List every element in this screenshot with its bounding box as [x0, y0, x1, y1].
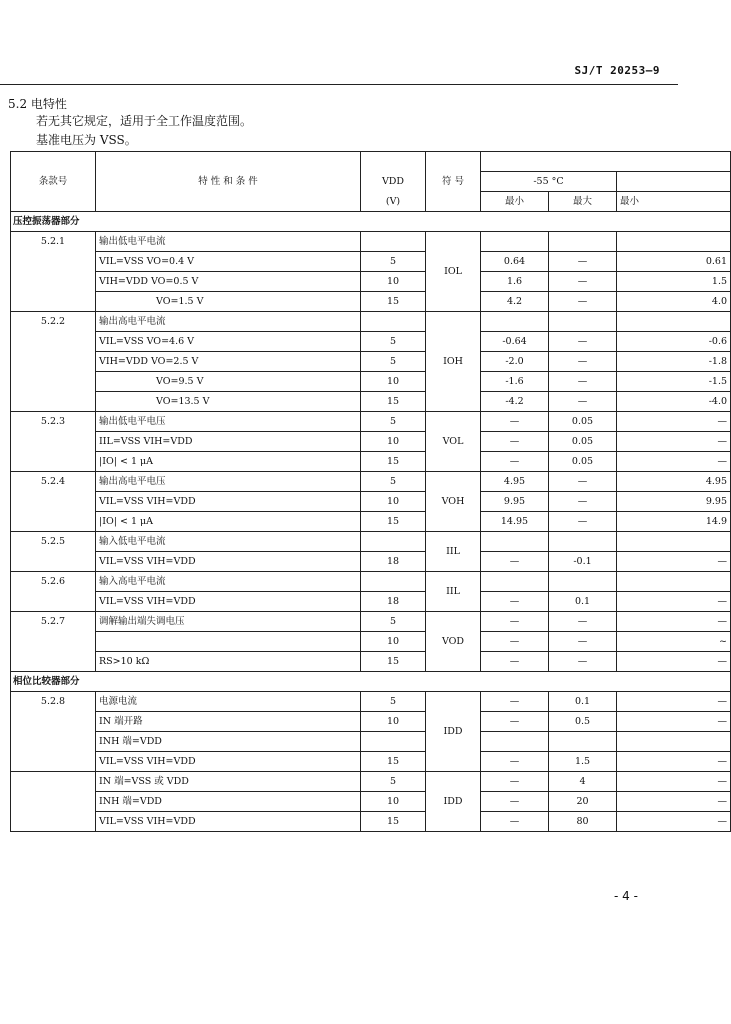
- col-header-blank: [481, 152, 731, 172]
- min-next-cell: 9.95: [617, 492, 731, 512]
- max-cell: [549, 532, 617, 552]
- col-header-vdd-top: [361, 152, 426, 172]
- min-next-cell: —: [617, 692, 731, 712]
- clause-cell: 5.2.1: [11, 232, 96, 312]
- max-cell: 4: [549, 772, 617, 792]
- min-next-cell: 1.5: [617, 272, 731, 292]
- min-cell: 0.64: [481, 252, 549, 272]
- vdd-cell: [361, 232, 426, 252]
- max-cell: 80: [549, 812, 617, 832]
- section-heading: 压控振荡器部分: [11, 212, 731, 232]
- condition-cell: VIL=VSS VIH=VDD: [96, 752, 361, 772]
- table-row: [11, 652, 731, 672]
- min-next-cell: —: [617, 712, 731, 732]
- vdd-cell: 5: [361, 332, 426, 352]
- condition-cell: 输入低电平电流: [96, 532, 361, 552]
- condition-cell: 输出高电平电流: [96, 312, 361, 332]
- min-cell: —: [481, 452, 549, 472]
- min-cell: —: [481, 652, 549, 672]
- condition-cell: |IO| < 1 μA: [96, 452, 361, 472]
- vdd-cell: 5: [361, 612, 426, 632]
- condition-cell: VO=13.5 V: [96, 392, 361, 412]
- clause-cell: 5.2.2: [11, 312, 96, 412]
- min-next-cell: —: [617, 592, 731, 612]
- table-row: [11, 472, 731, 492]
- table-row: [11, 732, 731, 752]
- min-cell: 1.6: [481, 272, 549, 292]
- min-cell: —: [481, 752, 549, 772]
- clause-cell: 5.2.6: [11, 572, 96, 612]
- max-cell: —: [549, 632, 617, 652]
- max-cell: —: [549, 612, 617, 632]
- min-next-cell: [617, 312, 731, 332]
- max-cell: —: [549, 292, 617, 312]
- vdd-cell: 15: [361, 292, 426, 312]
- symbol-cell: IIL: [426, 572, 481, 612]
- document-code: SJ/T 20253—9: [574, 64, 660, 77]
- max-cell: —: [549, 272, 617, 292]
- table-row: [11, 272, 731, 292]
- condition-cell: INH 端=VDD: [96, 732, 361, 752]
- min-cell: —: [481, 792, 549, 812]
- vdd-cell: [361, 532, 426, 552]
- electrical-characteristics-table: [10, 151, 731, 832]
- max-cell: —: [549, 512, 617, 532]
- page-number: - 4 -: [614, 889, 638, 903]
- characteristics-table-wrapper: [10, 151, 728, 851]
- min-cell: —: [481, 812, 549, 832]
- max-cell: —: [549, 332, 617, 352]
- table-row: [11, 412, 731, 432]
- min-next-cell: —: [617, 412, 731, 432]
- vdd-cell: 15: [361, 392, 426, 412]
- vdd-cell: 15: [361, 652, 426, 672]
- max-cell: —: [549, 352, 617, 372]
- vdd-cell: [361, 572, 426, 592]
- min-next-cell: —: [617, 812, 731, 832]
- max-cell: [549, 232, 617, 252]
- min-next-cell: 4.0: [617, 292, 731, 312]
- min-cell: —: [481, 412, 549, 432]
- table-row: [11, 712, 731, 732]
- condition-cell: 输出高电平电压: [96, 472, 361, 492]
- table-body: [11, 212, 731, 832]
- table-row: [11, 532, 731, 552]
- vdd-cell: 5: [361, 352, 426, 372]
- min-next-cell: 4.95: [617, 472, 731, 492]
- condition-cell: VIL=VSS VO=4.6 V: [96, 332, 361, 352]
- condition-cell: VIL=VSS VIH=VDD: [96, 592, 361, 612]
- table-row: [11, 332, 731, 352]
- table-row: [11, 572, 731, 592]
- col-header-characteristics: 特 性 和 条 件: [96, 152, 361, 212]
- table-row: [11, 292, 731, 312]
- condition-cell: VO=1.5 V: [96, 292, 361, 312]
- symbol-cell: VOH: [426, 472, 481, 532]
- clause-cell: [11, 772, 96, 832]
- max-cell: [549, 312, 617, 332]
- max-cell: [549, 732, 617, 752]
- min-cell: -0.64: [481, 332, 549, 352]
- table-row: [11, 612, 731, 632]
- vdd-cell: 5: [361, 772, 426, 792]
- table-row: [11, 632, 731, 652]
- symbol-cell: IOH: [426, 312, 481, 412]
- table-row: [11, 312, 731, 332]
- max-cell: —: [549, 492, 617, 512]
- condition-cell: VIL=VSS VIH=VDD: [96, 552, 361, 572]
- table-row: [11, 812, 731, 832]
- vdd-cell: 18: [361, 592, 426, 612]
- symbol-cell: VOD: [426, 612, 481, 672]
- min-next-cell: -4.0: [617, 392, 731, 412]
- vdd-cell: 10: [361, 712, 426, 732]
- table-row: [11, 692, 731, 712]
- table-row: [11, 752, 731, 772]
- min-next-cell: 14.9: [617, 512, 731, 532]
- vdd-cell: [361, 732, 426, 752]
- condition-cell: INH 端=VDD: [96, 792, 361, 812]
- table-row: [11, 592, 731, 612]
- min-cell: —: [481, 712, 549, 732]
- min-next-cell: —: [617, 652, 731, 672]
- min-next-cell: [617, 572, 731, 592]
- max-cell: 0.5: [549, 712, 617, 732]
- min-cell: —: [481, 552, 549, 572]
- clause-cell: 5.2.4: [11, 472, 96, 532]
- max-cell: 0.1: [549, 592, 617, 612]
- min-cell: —: [481, 592, 549, 612]
- min-next-cell: [617, 232, 731, 252]
- col-header-vdd-unit: (V): [361, 192, 426, 212]
- symbol-cell: IDD: [426, 772, 481, 832]
- table-row: [11, 352, 731, 372]
- vdd-cell: 10: [361, 372, 426, 392]
- vdd-cell: 18: [361, 552, 426, 572]
- condition-cell: IIL=VSS VIH=VDD: [96, 432, 361, 452]
- min-cell: 4.95: [481, 472, 549, 492]
- table-row: [11, 452, 731, 472]
- table-row: [11, 432, 731, 452]
- section-heading: 相位比较器部分: [11, 672, 731, 692]
- table-row: [11, 492, 731, 512]
- vdd-cell: 10: [361, 272, 426, 292]
- condition-cell: 电源电流: [96, 692, 361, 712]
- min-cell: -1.6: [481, 372, 549, 392]
- condition-cell: VIH=VDD VO=2.5 V: [96, 352, 361, 372]
- min-next-cell: —: [617, 432, 731, 452]
- col-header-min-next: 最小: [617, 192, 731, 212]
- header-rule: [0, 84, 678, 85]
- col-header-clause: 条款号: [11, 152, 96, 212]
- condition-cell: 输入高电平电流: [96, 572, 361, 592]
- min-cell: [481, 312, 549, 332]
- vdd-cell: 15: [361, 512, 426, 532]
- condition-cell: 输出低电平电压: [96, 412, 361, 432]
- min-next-cell: -1.5: [617, 372, 731, 392]
- min-next-cell: —: [617, 552, 731, 572]
- min-cell: —: [481, 692, 549, 712]
- reference-voltage-paragraph: 基准电压为 VSS。: [36, 133, 137, 147]
- clause-cell: 5.2.3: [11, 412, 96, 472]
- condition-cell: |IO| < 1 μA: [96, 512, 361, 532]
- vdd-cell: 15: [361, 812, 426, 832]
- max-cell: —: [549, 372, 617, 392]
- min-next-cell: -1.8: [617, 352, 731, 372]
- min-cell: -4.2: [481, 392, 549, 412]
- max-cell: —: [549, 252, 617, 272]
- max-cell: 0.05: [549, 452, 617, 472]
- max-cell: [549, 572, 617, 592]
- max-cell: 0.05: [549, 412, 617, 432]
- clause-cell: 5.2.5: [11, 532, 96, 572]
- min-next-cell: —: [617, 752, 731, 772]
- min-cell: -2.0: [481, 352, 549, 372]
- condition-cell: VIH=VDD VO=0.5 V: [96, 272, 361, 292]
- condition-cell: VIL=VSS VO=0.4 V: [96, 252, 361, 272]
- vdd-cell: 5: [361, 412, 426, 432]
- table-row: [11, 552, 731, 572]
- condition-cell: VIL=VSS VIH=VDD: [96, 812, 361, 832]
- min-cell: 9.95: [481, 492, 549, 512]
- max-cell: —: [549, 652, 617, 672]
- vdd-cell: 10: [361, 792, 426, 812]
- min-cell: 4.2: [481, 292, 549, 312]
- min-cell: —: [481, 772, 549, 792]
- condition-cell: VO=9.5 V: [96, 372, 361, 392]
- col-header-vdd: VDD: [361, 172, 426, 192]
- max-cell: 1.5: [549, 752, 617, 772]
- min-cell: [481, 572, 549, 592]
- min-next-cell: —: [617, 452, 731, 472]
- vdd-cell: 10: [361, 492, 426, 512]
- vdd-cell: [361, 312, 426, 332]
- min-next-cell: —: [617, 792, 731, 812]
- table-row: [11, 232, 731, 252]
- vdd-cell: 10: [361, 632, 426, 652]
- vdd-cell: 10: [361, 432, 426, 452]
- table-row: [11, 792, 731, 812]
- min-cell: —: [481, 432, 549, 452]
- col-header-symbol: 符 号: [426, 152, 481, 212]
- section-title: 5.2 电特性: [8, 97, 67, 111]
- max-cell: 0.1: [549, 692, 617, 712]
- condition-cell: [96, 632, 361, 652]
- vdd-cell: 15: [361, 452, 426, 472]
- vdd-cell: 5: [361, 472, 426, 492]
- min-next-cell: —: [617, 612, 731, 632]
- table-section-row: [11, 672, 731, 692]
- table-section-row: [11, 212, 731, 232]
- max-cell: 0.05: [549, 432, 617, 452]
- max-cell: —: [549, 472, 617, 492]
- symbol-cell: IOL: [426, 232, 481, 312]
- min-next-cell: -0.6: [617, 332, 731, 352]
- min-cell: —: [481, 632, 549, 652]
- table-row: [11, 392, 731, 412]
- table-row: [11, 252, 731, 272]
- col-header-min: 最小: [481, 192, 549, 212]
- condition-cell: RS>10 kΩ: [96, 652, 361, 672]
- table-row: [11, 772, 731, 792]
- vdd-cell: 15: [361, 752, 426, 772]
- min-cell: —: [481, 612, 549, 632]
- min-next-cell: ~: [617, 632, 731, 652]
- symbol-cell: VOL: [426, 412, 481, 472]
- min-next-cell: [617, 532, 731, 552]
- table-row: [11, 512, 731, 532]
- scope-paragraph: 若无其它规定，适用于全工作温度范围。: [36, 114, 253, 128]
- min-cell: [481, 532, 549, 552]
- min-cell: [481, 232, 549, 252]
- max-cell: 20: [549, 792, 617, 812]
- condition-cell: IN 端开路: [96, 712, 361, 732]
- min-next-cell: [617, 732, 731, 752]
- vdd-cell: 5: [361, 252, 426, 272]
- max-cell: —: [549, 392, 617, 412]
- min-next-cell: —: [617, 772, 731, 792]
- condition-cell: VIL=VSS VIH=VDD: [96, 492, 361, 512]
- symbol-cell: IIL: [426, 532, 481, 572]
- col-header-temperature: -55 °C: [481, 172, 617, 192]
- col-header-max: 最大: [549, 192, 617, 212]
- clause-cell: 5.2.8: [11, 692, 96, 772]
- col-header-temp-next: [617, 172, 731, 192]
- condition-cell: IN 端=VSS 或 VDD: [96, 772, 361, 792]
- min-cell: [481, 732, 549, 752]
- condition-cell: 输出低电平电流: [96, 232, 361, 252]
- clause-cell: 5.2.7: [11, 612, 96, 672]
- condition-cell: 调解输出端失调电压: [96, 612, 361, 632]
- max-cell: -0.1: [549, 552, 617, 572]
- table-row: [11, 372, 731, 392]
- min-next-cell: 0.61: [617, 252, 731, 272]
- symbol-cell: IDD: [426, 692, 481, 772]
- min-cell: 14.95: [481, 512, 549, 532]
- vdd-cell: 5: [361, 692, 426, 712]
